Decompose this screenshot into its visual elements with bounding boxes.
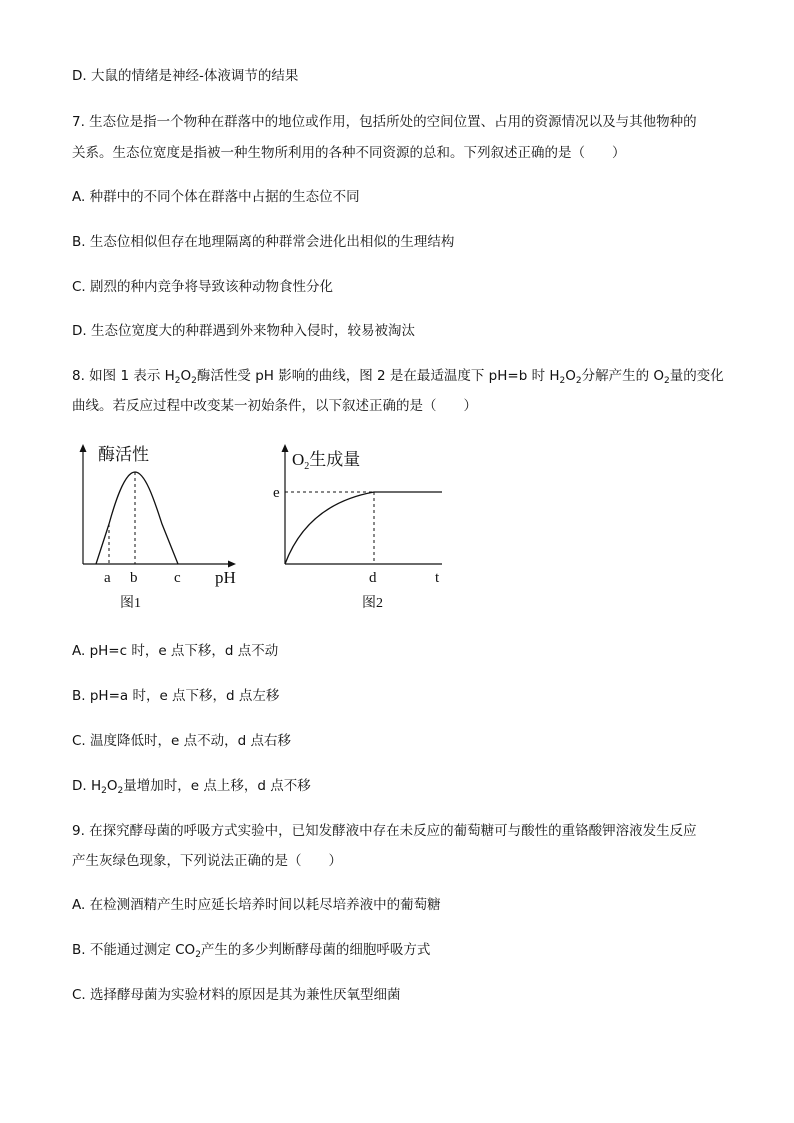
figure2	[273, 444, 442, 611]
tick-c: c	[174, 570, 181, 586]
o2-production-curve	[285, 492, 442, 564]
q8-option-b: B. pH=a 时，e 点下移，d 点左移	[72, 688, 280, 704]
label-e: e	[273, 485, 280, 501]
q8-stem-line1: 8. 如图 1 表示 $H_2O_2$酶活性受 pH 影响的曲线，图 2 是在最适温度下 pH=b 时 $H_2O_2$分解产生的 $O_2$量的变化	[72, 368, 724, 386]
q6-option-d: D. 大鼠的情绪是神经-体液调节的结果	[72, 68, 299, 84]
q7-stem-line1: 7. 生态位是指一个物种在群落中的地位或作用，包括所处的空间位置、占用的资源情况以及与其他物种的	[72, 114, 697, 130]
tick-a: a	[104, 570, 111, 586]
q7-option-a: A. 种群中的不同个体在群落中占据的生态位不同	[72, 189, 360, 205]
q9-stem-line2: 产生灰绿色现象，下列说法正确的是（ ）	[72, 853, 342, 869]
enzyme-figure	[78, 440, 458, 620]
figure2-ylabel: $O_2$生成量	[292, 450, 361, 472]
q8-option-c: C. 温度降低时，e 点不动，d 点右移	[72, 733, 291, 749]
tick-b: b	[130, 570, 138, 586]
q9-stem-line1: 9. 在探究酵母菌的呼吸方式实验中，已知发酵液中存在未反应的葡萄糖可与酸性的重铬酸钾溶液发生反应	[72, 823, 697, 839]
figure1	[80, 444, 237, 611]
figure1-xlabel: pH	[215, 568, 236, 587]
figure1-ylabel: 酶活性	[98, 445, 149, 464]
q7-stem-line2: 关系。生态位宽度是指被一种生物所利用的各种不同资源的总和。下列叙述正确的是（ ）	[72, 145, 626, 161]
q9-option-a: A. 在检测酒精产生时应延长培养时间以耗尽培养液中的葡萄糖	[72, 897, 441, 913]
q8-stem-line2: 曲线。若反应过程中改变某一初始条件，以下叙述正确的是（ ）	[72, 398, 477, 414]
label-d: d	[369, 570, 377, 586]
q7-option-c: C. 剧烈的种内竞争将导致该种动物食性分化	[72, 279, 334, 295]
figure2-caption: 图2	[362, 596, 383, 611]
q8-option-a: A. pH=c 时，e 点下移，d 点不动	[72, 643, 279, 659]
q7-option-d: D. 生态位宽度大的种群遇到外来物种入侵时，较易被淘汰	[72, 323, 415, 339]
figure2-xlabel: t	[435, 570, 440, 586]
q9-option-b: B. 不能通过测定 $CO_2$产生的多少判断酵母菌的细胞呼吸方式	[72, 942, 431, 960]
figure1-caption: 图1	[120, 596, 141, 611]
q8-option-d: D. $H_2O_2$量增加时，e 点上移，d 点不移	[72, 778, 311, 796]
q7-option-b: B. 生态位相似但存在地理隔离的种群常会进化出相似的生理结构	[72, 234, 455, 250]
enzyme-activity-curve	[96, 472, 178, 564]
q9-option-c: C. 选择酵母菌为实验材料的原因是其为兼性厌氧型细菌	[72, 987, 401, 1003]
